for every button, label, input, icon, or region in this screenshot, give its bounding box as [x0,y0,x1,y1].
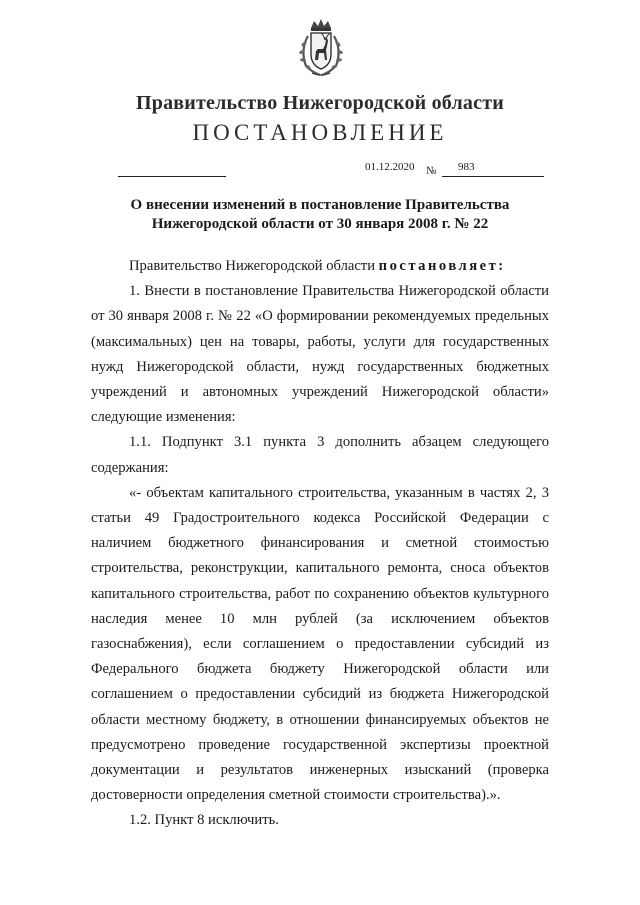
government-name: Правительство Нижегородской области [136,92,504,114]
number-underline [442,176,544,177]
coat-of-arms-icon [296,18,346,78]
paragraph-1-2: 1.2. Пункт 8 исключить. [129,812,279,829]
title-line-2: Нижегородской области от 30 января 2008 г. № 22 [151,216,489,232]
document-body [91,254,549,834]
paragraph-1: 1. Внести в постановление Правительства Нижегородской области от 30 января 2008 г. № 22 «О формировании рекомендуемых предельных (максимальных) цен на товары, работы, услуги для государственных нужд Нижегородской области, нужд государственных бюджетных учреждений и автономных учреждений Нижегородской области» следующие изменения: [91,283,549,426]
document-type: ПОСТАНОВЛЕНИЕ [192,120,448,145]
preamble-paragraph [91,254,549,279]
paragraph-1-1: 1.1. Подпункт 3.1 пункта 3 дополнить абзацем следующего содержания: [91,434,549,476]
document-date: 01.12.2020 [365,161,415,173]
number-sign: № [426,165,437,177]
title-line-1: О внесении изменений в постановление Правительства [130,197,510,213]
preamble-action: постановляет: [378,258,506,274]
quoted-paragraph: «- объектам капитального строительства, указанным в частях 2, 3 статьи 49 Градостроительного кодекса Российской Федерации с наличием бюджетного финансирования и сметной стоимостью строительства, реконструкции, капитального ремонта, сноса объектов капитального строительства, работ по сохранению объектов культурного наследия менее 10 млн рублей (за исключением объектов газоснабжения), если соглашением о предоставлении субсидий из Федерального бюджета бюджету Нижегородской области или соглашением о предоставлении субсидий из бюджета Нижегородской области местному бюджету, в отношении финансируемых объектов не предусмотрено проведение государственной экспертизы проектной документации и результатов инженерных изысканий (проверка достоверности определения сметной стоимости строительства).». [91,484,549,804]
preamble-text: Правительство Нижегородской области [129,258,375,274]
date-underline-left [118,176,226,177]
document-number: 983 [458,161,475,173]
document-title [110,196,530,234]
